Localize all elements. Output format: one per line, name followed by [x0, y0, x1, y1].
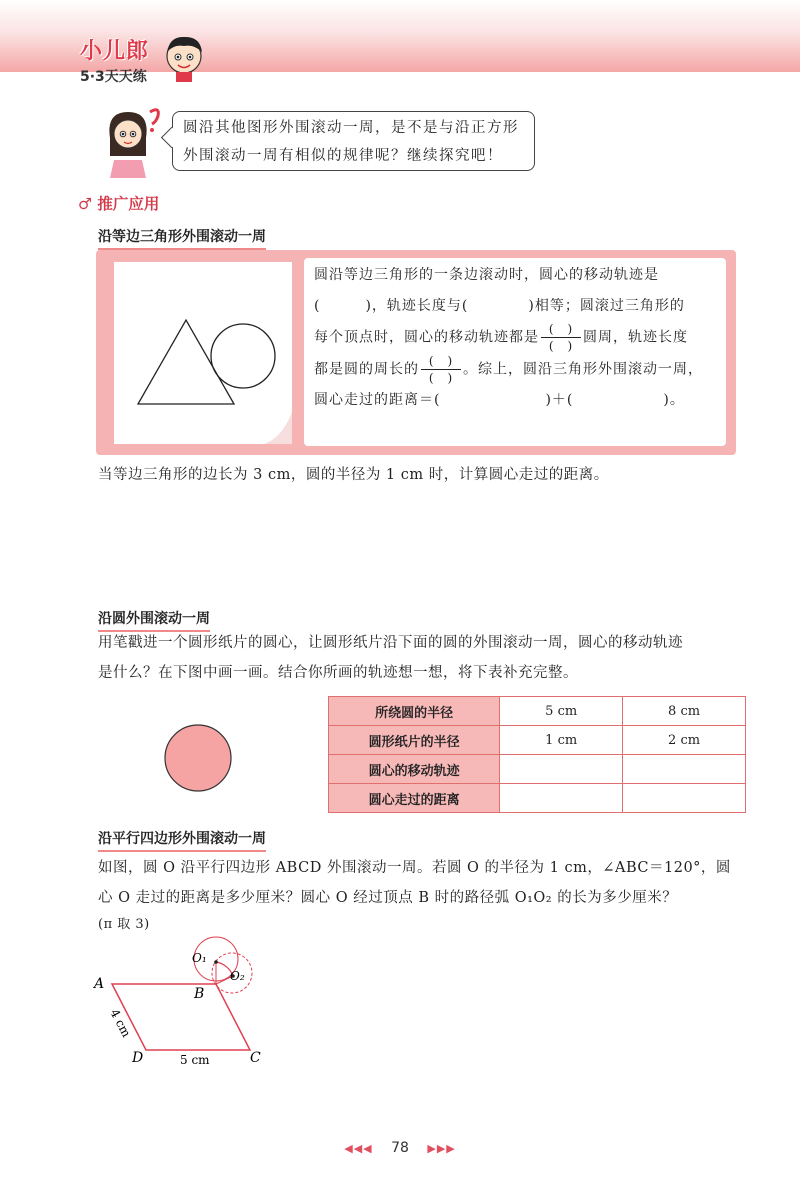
table-cell: 1 cm [500, 726, 623, 755]
side-label-dc: 5 cm [180, 1053, 210, 1067]
tip-line-2: 外围滚动一周有相似的规律呢？继续探究吧！ [183, 148, 503, 164]
table-row [329, 755, 746, 784]
fraction-num: ( ) [421, 354, 461, 370]
boy-mascot-icon [162, 32, 206, 82]
tri-line-3b: 圆周，轨迹长度 [583, 329, 688, 346]
circle-paragraph-1: 用笔戳进一个圆形纸片的圆心，让圆形纸片沿下面的圆的外围滚动一周，圆心的移动轨迹 [98, 635, 683, 651]
table-cell: 2 cm [623, 726, 746, 755]
tri-line-3a: 每个顶点时，圆心的移动轨迹都是 [314, 329, 539, 346]
tip-bubble [172, 111, 535, 171]
triangle-circle-diagram [114, 262, 292, 444]
parallelogram-paragraph-1: 如图，圆 O 沿平行四边形 ABCD 外围滚动一周。若圆 O 的半径为 1 cm，∠ABC＝120°，圆 [98, 860, 731, 876]
table-row [329, 726, 746, 755]
fraction-blank-1 [541, 322, 581, 353]
vertex-label-a: A [94, 976, 105, 992]
table-row [329, 697, 746, 726]
table-row-label: 所绕圆的半径 [329, 697, 500, 726]
page-number: 78 [391, 1140, 409, 1156]
tri-line-1: 圆沿等边三角形的一条边滚动时，圆心的移动轨迹是 [314, 267, 659, 283]
right-arrows-icon: ▶▶▶ [427, 1142, 456, 1155]
table-blank-cell[interactable] [623, 755, 746, 784]
tri-line-5: 圆心走过的距离＝( )＋( )。 [314, 392, 685, 408]
table-blank-cell[interactable] [500, 784, 623, 813]
triangle-figure [114, 262, 292, 444]
circle-table [328, 696, 746, 813]
fraction-num: ( ) [541, 322, 581, 338]
circle-paragraph-2: 是什么？在下图中画一画。结合你所画的轨迹想一想，将下表补充完整。 [98, 665, 578, 681]
table-cell: 8 cm [623, 697, 746, 726]
tri-line-4a: 都是圆的周长的 [314, 361, 419, 377]
parallelogram-paragraph-3: (π 取 3) [98, 917, 150, 932]
tri-line-3 [314, 322, 716, 354]
table-row-label: 圆心走过的距离 [329, 784, 500, 813]
table-blank-cell[interactable] [623, 784, 746, 813]
vertex-label-d: D [132, 1050, 144, 1066]
table-row [329, 784, 746, 813]
table-cell: 5 cm [500, 697, 623, 726]
tri-line-4 [314, 354, 716, 386]
triangle-question: 当等边三角形的边长为 3 cm，圆的半径为 1 cm 时，计算圆心走过的距离。 [98, 467, 609, 483]
brand-name: 小儿郎 [80, 39, 150, 64]
table-blank-cell[interactable] [500, 755, 623, 784]
vertex-label-c: C [250, 1050, 261, 1066]
section-title-text: 推广应用 [97, 195, 160, 213]
section-marker-icon: ♂ [78, 195, 92, 213]
tri-line-2: ( )，轨迹长度与( )相等；圆滚过三角形的 [314, 298, 685, 314]
table-row-label: 圆心的移动轨迹 [329, 755, 500, 784]
brand-logo [72, 32, 202, 92]
parallelogram-paragraph-2: 心 O 走过的距离是多少厘米？圆心 O 经过顶点 B 时的路径弧 O₁O₂ 的长为多少厘米？ [98, 890, 678, 906]
side-label-ad: 4 cm [107, 1006, 134, 1040]
section-title [78, 192, 159, 214]
brand-subtitle: 5·3天天练 [80, 69, 147, 85]
fraction-den: ( ) [548, 339, 574, 353]
left-arrows-icon: ◀◀◀ [344, 1142, 373, 1155]
triangle-title: 沿等边三角形外围滚动一周 [98, 226, 266, 250]
vertex-label-b: B [194, 986, 205, 1002]
fraction-den: ( ) [428, 370, 454, 385]
parallelogram-title: 沿平行四边形外围滚动一周 [98, 828, 266, 852]
parallelogram-figure [90, 936, 280, 1076]
girl-mascot-icon [100, 104, 164, 178]
point-label-o1: O₁ [192, 951, 207, 965]
point-label-o2: O₂ [230, 969, 245, 983]
circle-title: 沿圆外围滚动一周 [98, 608, 210, 632]
fraction-blank-2 [421, 354, 461, 385]
tri-line-4b: 。综上，圆沿三角形外围滚动一周， [463, 361, 703, 377]
table-row-label: 圆形纸片的半径 [329, 726, 500, 755]
tip-line-1: 圆沿其他图形外围滚动一周，是不是与沿正方形 [183, 120, 519, 136]
page-footer [0, 1140, 800, 1156]
triangle-explanation [304, 258, 726, 446]
base-circle-figure [160, 720, 236, 796]
